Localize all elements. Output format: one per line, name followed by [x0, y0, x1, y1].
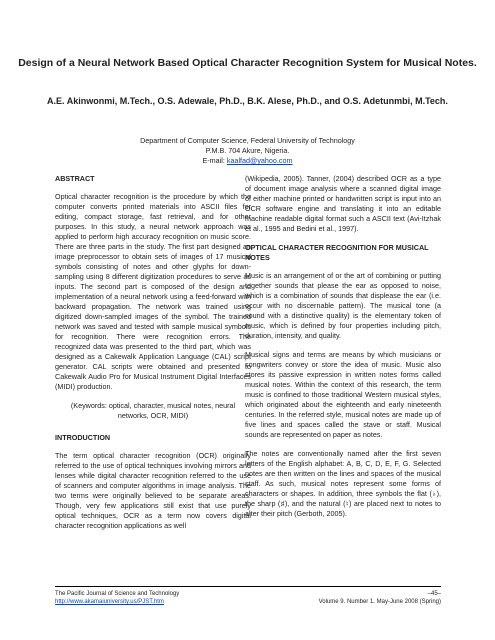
abstract-text: Optical character recognition is the procedure by which the computer converts printed materials into ASCII files for editing, compact storage, fast retrieval, and for other purposes. In this study, a neural network approach was applied to perform high accuracy recognition on music score. There are three parts in the study. The first part designed an image preprocessor to obtain sets of images of 17 musical symbols consisting of notes and other glyphs for down-sampling using 8 different digitization procedures to serve as inputs. The second part is composed of the design and implementation of a neural network using a feed-forward with backward propagation. The network was trained using digitized down-sampled images of the symbol. The trained network was saved and tested with sample musical symbols for recognition. There were recognition errors. The recognized data was presented to the third part, which was designed as a Cakewalk Application Language (CAL) script generator. CAL scripts were obtained and presented to Cakewalk Audio Pro for Musical Instrument Digital Interfaces (MIDI) production.: [55, 192, 251, 391]
footer-left: [55, 590, 179, 606]
paragraph-music-definition: Music is an arrangement of or the art of combining or putting together sounds that please the ear as opposed to noise, which is a combination of sounds that displease the ear (i.e. occur with no discernable pattern). The musical tone (a sound with a distinctive quality) is the elementary token of music, which is defined by four properties including pitch, duration, intensity, and quality.: [245, 271, 441, 340]
left-column: [55, 174, 251, 540]
affiliation-block: [0, 136, 495, 166]
journal-url-link[interactable]: http://www.akamaiuniversity.us/PJST.htm: [55, 599, 164, 605]
right-column: [245, 174, 441, 528]
email-label: E-mail:: [202, 156, 227, 165]
introduction-text: The term optical character recognition (OCR) originally referred to the use of optical techniques involving mirrors and lenses while digital character recognition referred to the use of scanners and computer algorithms in image analysis. The two terms were originally believed to be separate areas. Though, very few applications still exist that use purely optical techniques, OCR as a term now covers digital character recognition applications as well: [55, 451, 251, 530]
affiliation-email: [0, 156, 495, 166]
issue-info: Volume 9. Number 1. May-June 2008 (Spring): [318, 599, 441, 605]
introduction-heading: INTRODUCTION: [55, 433, 111, 442]
affiliation-address: P.M.B. 704 Akure, Nigeria.: [205, 146, 290, 155]
footer-divider: [55, 586, 441, 587]
page-number: –45–: [427, 591, 441, 597]
author-list: A.E. Akinwonmi, M.Tech., O.S. Adewale, Ph.D., B.K. Alese, Ph.D., and O.S. Adetunmbi, M.Tech.: [47, 96, 448, 106]
abstract-heading: ABSTRACT: [55, 174, 95, 183]
footer-right: [245, 590, 441, 606]
paragraph-musical-signs: Musical signs and terms are means by which musicians or songwriters convey or store the idea of music. Music also stores its passive expression in written notes forms called musical notes. Within the context of this research, the term music is confined to those traditional Western musical styles, which originated about the eighteenth and early nineteenth centuries. In the referred style, musical notes are made up of five lines and spaces called the stave or staff. Musical sounds are represented on paper as notes.: [245, 350, 441, 439]
paragraph-note-names: The notes are conventionally named after the first seven letters of the English alphabet: A, B, C, D, E, F, G. Selected notes are then written on the lines and spaces of the musical staff. As such, musical notes represent some forms of characters or shapes. In addition, three symbols the flat (♭), the sharp (♯), and the natural (♮) are placed next to notes to alter their pitch (Gerboth, 2005).: [245, 449, 441, 518]
email-link[interactable]: kaalfad@yahoo.com: [226, 156, 293, 165]
keywords: (Keywords: optical, character, musical notes, neural networks, OCR, MIDI): [70, 401, 236, 420]
journal-name: The Pacific Journal of Science and Technology: [55, 591, 180, 597]
section-heading-ocr-music: OPTICAL CHARACTER RECOGNITION FOR MUSICAL NOTES: [245, 243, 429, 262]
paragraph-ocr-definition: (Wikipedia, 2005). Tanner, (2004) described OCR as a type of document image analysis where a scanned digital image of either machine printed or handwritten script is input into an OCR software engine and translating it into an editable machine readable digital format such a ASCII text (Avi-Itzhak et al., 1995 and Bedini et al., 1997).: [245, 174, 441, 233]
paper-title: Design of a Neural Network Based Optical Character Recognition System for Musical Notes.: [18, 57, 477, 69]
affiliation-department: Department of Computer Science, Federal University of Technology: [140, 136, 355, 145]
